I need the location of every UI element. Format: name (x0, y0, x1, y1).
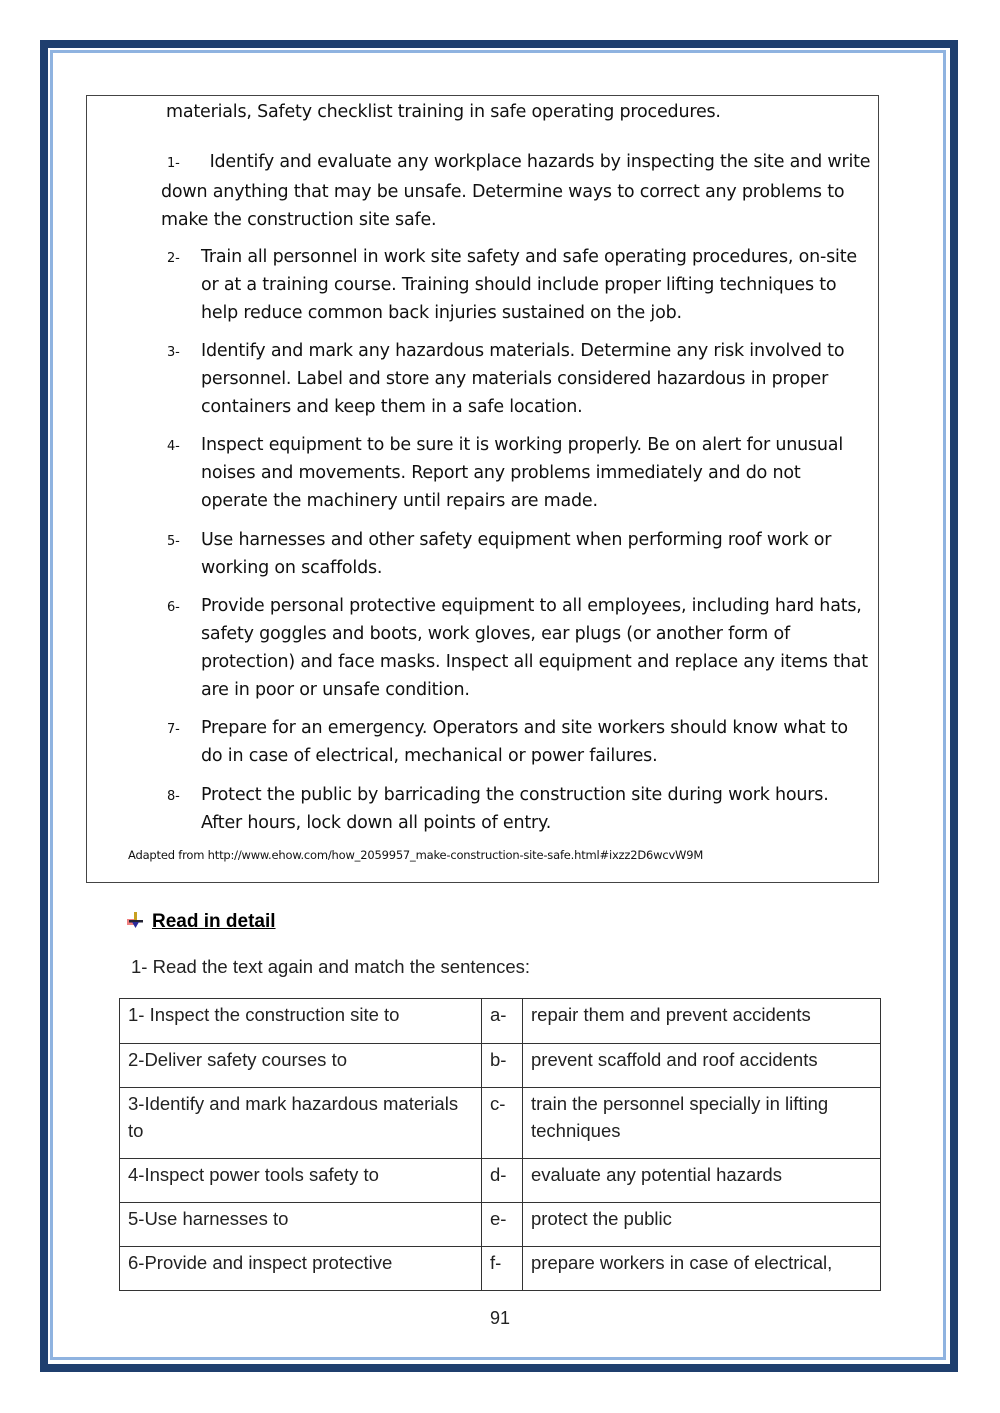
arrow-down-bullet-icon (126, 911, 144, 929)
sentence-end: prevent scaffold and roof accidents (523, 1044, 881, 1088)
item-number: 3- (167, 345, 180, 360)
heading-text: Read in detail (152, 911, 276, 932)
match-letter: f- (482, 1247, 523, 1291)
instruction: 1- Read the text again and match the sentences: (131, 956, 531, 977)
sentence-start: 4-Inspect power tools safety to (120, 1159, 482, 1203)
table-row (120, 1044, 881, 1088)
list-item (167, 431, 871, 515)
table-row (120, 1088, 881, 1159)
item-number: 8- (167, 789, 180, 804)
sentence-start: 5-Use harnesses to (120, 1203, 482, 1247)
match-letter: a- (482, 999, 523, 1044)
item-text: Identify and evaluate any workplace hazards by inspecting the site and write down anything that may be unsafe. Determine ways to correct any problems to make the construction site safe. (161, 152, 871, 230)
list-item (167, 714, 871, 770)
item-text: Identify and mark any hazardous materials. Determine any risk involved to personnel. Label and store any materials considered hazardous in proper containers and keep them in a safe location. (201, 341, 845, 417)
item-number: 2- (167, 251, 180, 266)
table-row (120, 1159, 881, 1203)
sentence-end: prepare workers in case of electrical, (523, 1247, 881, 1291)
item-number: 1- (167, 156, 180, 171)
item-text: Provide personal protective equipment to all employees, including hard hats, safety goggles and boots, work gloves, ear plugs (or another form of protection) and face masks. Inspect all equipment and replace any items that are in poor or unsafe condition. (201, 596, 868, 700)
reading-text-box (86, 95, 879, 883)
item-text: Protect the public by barricading the construction site during work hours. After hours, lock down all points of entry. (201, 785, 829, 833)
sentence-start: 1- Inspect the construction site to (120, 999, 482, 1044)
item-number: 5- (167, 534, 180, 549)
item-number: 4- (167, 439, 180, 454)
sentence-end: evaluate any potential hazards (523, 1159, 881, 1203)
list-item (167, 592, 871, 704)
item-number: 7- (167, 722, 180, 737)
sentence-start: 2-Deliver safety courses to (120, 1044, 482, 1088)
item-number: 6- (167, 600, 180, 615)
match-letter: e- (482, 1203, 523, 1247)
intro-text: materials, Safety checklist training in safe operating procedures. (166, 102, 721, 122)
match-letter: c- (482, 1088, 523, 1159)
sentence-end: repair them and prevent accidents (523, 999, 881, 1044)
list-item (167, 337, 871, 421)
section-heading (126, 911, 276, 933)
item-text: Use harnesses and other safety equipment when performing roof work or working on scaffolds. (201, 530, 832, 578)
matching-table (119, 998, 881, 1291)
sentence-start: 6-Provide and inspect protective (120, 1247, 482, 1291)
page-number: 91 (489, 1308, 511, 1328)
item-text: Train all personnel in work site safety and safe operating procedures, on-site or at a training course. Training should include proper lifting techniques to help reduce common back injuries sustained on the job. (201, 247, 857, 323)
list-item (161, 148, 871, 234)
sentence-end: train the personnel specially in lifting techniques (523, 1088, 881, 1159)
table-row (120, 999, 881, 1044)
source-citation: Adapted from http://www.ehow.com/how_2059957_make-construction-site-safe.html#ixzz2D6wcvW9M (128, 848, 704, 862)
item-text: Inspect equipment to be sure it is working properly. Be on alert for unusual noises and movements. Report any problems immediately and do not operate the machinery until repairs are made. (201, 435, 843, 511)
sentence-end: protect the public (523, 1203, 881, 1247)
match-letter: b- (482, 1044, 523, 1088)
list-item (167, 526, 871, 582)
table-row (120, 1247, 881, 1291)
match-letter: d- (482, 1159, 523, 1203)
table-row (120, 1203, 881, 1247)
sentence-start: 3-Identify and mark hazardous materials to (120, 1088, 482, 1159)
list-item (167, 243, 871, 327)
list-item (167, 781, 871, 837)
item-text: Prepare for an emergency. Operators and site workers should know what to do in case of electrical, mechanical or power failures. (201, 718, 848, 766)
